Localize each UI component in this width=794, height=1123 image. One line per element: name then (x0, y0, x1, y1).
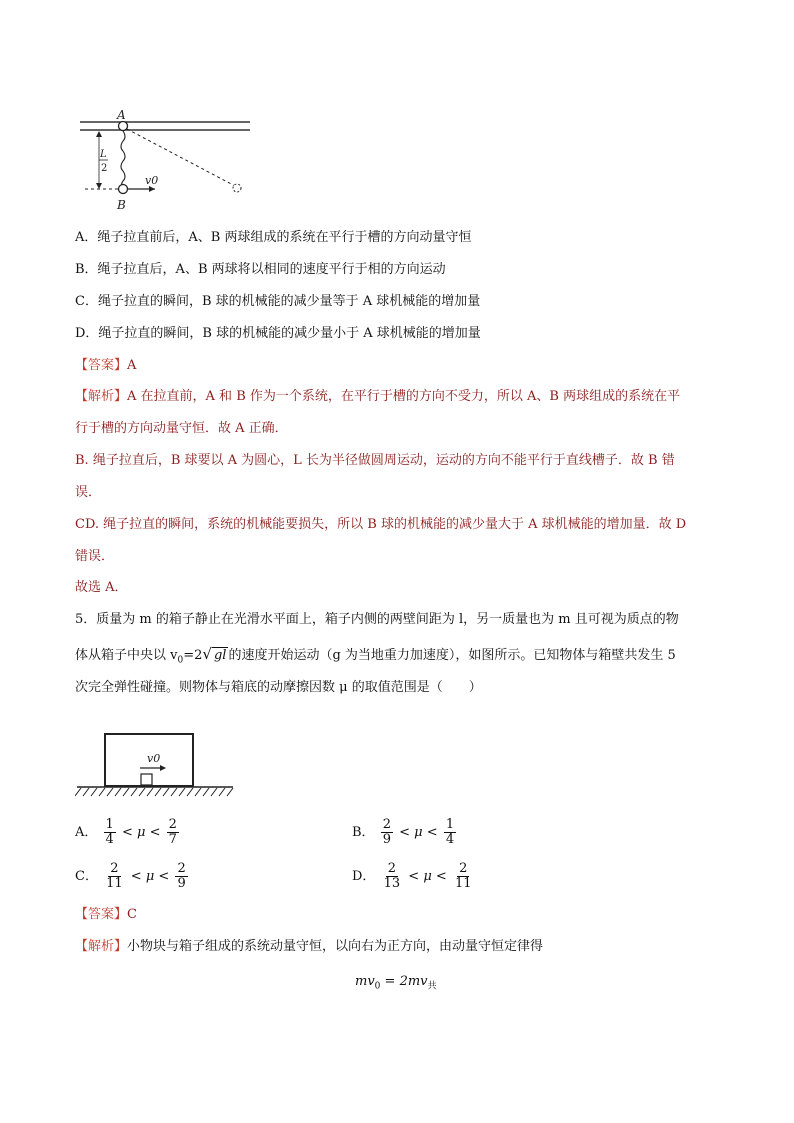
q4-answer: 【答案】A (75, 358, 137, 373)
q4-option-a: A．绳子拉直前后，A、B 两球组成的系统在平行于槽的方向动量守恒 (75, 230, 472, 245)
q5-option-b: B． $\frac{2}{9}$ < μ < $\frac{1}{4}$ (352, 817, 455, 847)
q4-analysis-line-5: CD. 绳子拉直的瞬间，系统的机械能要损失，所以 B 球的机械能的减少量大于 A 球机械能的增加量．故 D (75, 517, 687, 532)
q5-stem-line-1: 5．质量为 m 的箱子静止在光滑水平面上，箱子内侧的两壁间距为 l，另一质量也为 m 且可视为质点的物 (75, 612, 679, 627)
label-b: B (117, 198, 126, 212)
q5-stem-line-3: 次完全弹性碰撞。则物体与箱底的动摩擦因数 μ 的取值范围是（ ） (75, 680, 482, 695)
ball-b (119, 185, 128, 194)
label-a: A (117, 108, 126, 122)
sqrt-symbol: √ (202, 645, 212, 663)
ball-a (119, 122, 128, 131)
q4-analysis-line-2: 行于槽的方向动量守恒．故 A 正确． (75, 421, 288, 436)
q5-option-a: A． $\frac{1}{4}$ < μ < $\frac{2}{7}$ (75, 817, 177, 847)
label-v0: v0 (145, 174, 159, 187)
q4-analysis-line-7: 故选 A． (75, 580, 128, 595)
q5-option-c: C． $\frac{2}{11}$ < μ < $\frac{2}{9}$ (75, 861, 186, 891)
q4-option-d: D．绳子拉直的瞬间，B 球的机械能的减少量小于 A 球机械能的增加量 (75, 326, 481, 341)
figure-box (75, 728, 235, 800)
q5-analysis: 【解析】小物块与箱子组成的系统动量守恒，以向右为正方向，由动量守恒定律得 (75, 939, 544, 954)
q5-option-d: D． $\frac{2}{13}$ < μ < $\frac{2}{11}$ (352, 861, 472, 891)
q4-analysis-line-3: B. 绳子拉直后，B 球要以 A 为圆心，L 长为半径做圆周运动，运动的方向不能平行于直线槽子．故 B 错 (75, 453, 675, 468)
label-l: L (100, 149, 107, 160)
figure-rope-balls (75, 105, 255, 215)
label-v0-box: v0 (147, 752, 161, 765)
small-block (141, 774, 152, 785)
q4-analysis-line-1: 【解析】A 在拉直前，A 和 B 作为一个系统，在平行于槽的方向不受力，所以 A、B 两球组成的系统在平 (75, 389, 681, 404)
q5-stem-line-2: 体从箱子中央以 $v_0=2√$ gl 的速度开始运动（g 为当地重力加速度），如图所示。已知物体与箱壁共发生 5 (75, 645, 676, 666)
q5-answer: 【答案】C (75, 907, 137, 922)
label-2: 2 (101, 163, 108, 174)
q4-option-c: C．绳子拉直的瞬间，B 球的机械能的减少量等于 A 球机械能的增加量 (75, 294, 481, 309)
momentum-formula: $mv_0 = 2mv_共$ (355, 974, 437, 992)
q4-option-b: B．绳子拉直后，A、B 两球将以相同的速度平行于相的方向运动 (75, 262, 446, 277)
q4-analysis-line-4: 误． (75, 485, 102, 500)
q4-analysis-line-6: 错误． (75, 549, 115, 564)
